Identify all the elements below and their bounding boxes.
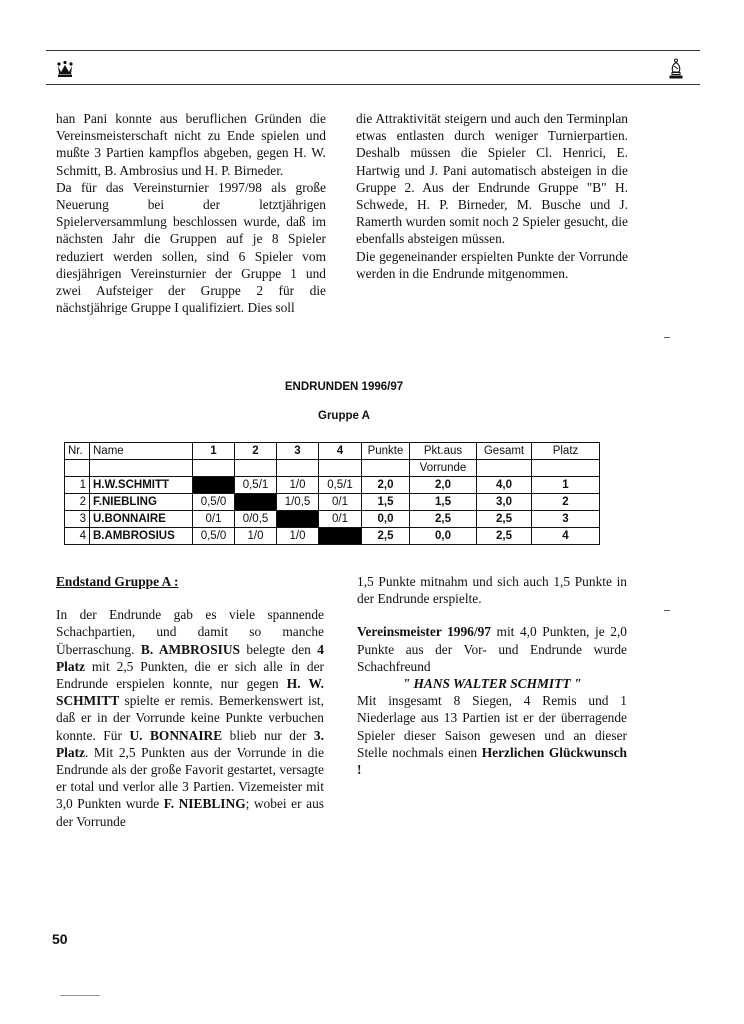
champion-name: " HANS WALTER SCHMITT " xyxy=(402,676,582,692)
row-punkte: 1,5 xyxy=(362,494,410,511)
congratulations: Herzlichen Glückwunsch ! xyxy=(357,744,627,778)
row-nr: 2 xyxy=(65,494,90,511)
table-row xyxy=(65,477,600,494)
row-vorrunde: 2,5 xyxy=(410,511,477,528)
intro-left-column xyxy=(56,110,326,316)
row-name: B.AMBROSIUS xyxy=(90,528,193,545)
row-nr: 1 xyxy=(65,477,90,494)
endstand-right-paragraph-1: 1,5 Punkte mitnahm und sich auch 1,5 Punkte in der Endrunde erspielte. xyxy=(357,574,627,607)
placement: 3. Platz xyxy=(56,727,324,760)
row-platz: 4 xyxy=(532,528,600,545)
header-vorrunde: Vorrunde xyxy=(410,460,477,477)
row-result: 0,5/1 xyxy=(319,477,362,494)
intro-right-column xyxy=(356,110,628,282)
row-result: 0,5/0 xyxy=(193,528,235,545)
row-gesamt: 2,5 xyxy=(477,528,532,545)
row-gesamt: 2,5 xyxy=(477,511,532,528)
row-result: 0/1 xyxy=(319,494,362,511)
row-punkte: 2,0 xyxy=(362,477,410,494)
self-pairing-cell xyxy=(277,511,319,528)
table-subheader-row xyxy=(65,460,600,477)
row-nr: 3 xyxy=(65,511,90,528)
endstand-left-column xyxy=(56,573,324,830)
header-nr: Nr. xyxy=(65,443,90,460)
row-punkte: 2,5 xyxy=(362,528,410,545)
row-result: 0/0,5 xyxy=(235,511,277,528)
row-result: 0/1 xyxy=(193,511,235,528)
header-top-rule xyxy=(46,50,700,51)
header-platz: Platz xyxy=(532,443,600,460)
chess-queen-icon xyxy=(55,59,75,79)
header-punkte: Punkte xyxy=(362,443,410,460)
table-row xyxy=(65,494,600,511)
table-header-row xyxy=(65,443,600,460)
endstand-right-paragraph-3: Mit insgesamt 8 Siegen, 4 Remis und 1 Niederlage aus 13 Partien ist er der überragende Spieler dieser Saison gewesen und an dieser Stelle nochmals einen Herzlichen Glückwunsch ! xyxy=(357,693,627,778)
row-vorrunde: 0,0 xyxy=(410,528,477,545)
placement: 4 Platz xyxy=(56,641,324,674)
table-title: ENDRUNDEN 1996/97 xyxy=(284,381,404,393)
header-col-1: 1 xyxy=(193,443,235,460)
self-pairing-cell xyxy=(235,494,277,511)
results-table xyxy=(64,442,600,545)
self-pairing-cell xyxy=(319,528,362,545)
row-platz: 3 xyxy=(532,511,600,528)
row-punkte: 0,0 xyxy=(362,511,410,528)
row-vorrunde: 1,5 xyxy=(410,494,477,511)
row-nr: 4 xyxy=(65,528,90,545)
row-result: 1/0 xyxy=(277,528,319,545)
header-col-4: 4 xyxy=(319,443,362,460)
player-name: H. W. SCHMITT xyxy=(56,676,324,709)
row-result: 1/0 xyxy=(235,528,277,545)
row-name: F.NIEBLING xyxy=(90,494,193,511)
row-result: 0/1 xyxy=(319,511,362,528)
header-col-2: 2 xyxy=(235,443,277,460)
header-col-3: 3 xyxy=(277,443,319,460)
row-result: 1/0,5 xyxy=(277,494,319,511)
intro-right-paragraph-2: Die gegeneinander erspielten Punkte der Vorrunde werden in die Endrunde mitgenommen. xyxy=(356,248,628,281)
intro-left-paragraph-2: Da für das Vereinsturnier 1997/98 als große Neuerung bei der letztjährigen Spielerversammlung beschlossen wurde, daß im nächsten Jahr die Gruppen auf je 8 Spieler reduziert werden sollen, sind 6 Spieler vom diesjährigen Vereinsturnier der Gruppe 1 und zwei Aufsteiger der Gruppe 2 für die nächstjährige Gruppe I qualifiziert. Dies soll xyxy=(56,179,326,316)
scan-speck xyxy=(664,337,670,338)
header-gesamt: Gesamt xyxy=(477,443,532,460)
header-name: Name xyxy=(90,443,193,460)
row-name: U.BONNAIRE xyxy=(90,511,193,528)
scan-speck xyxy=(664,610,670,611)
row-vorrunde: 2,0 xyxy=(410,477,477,494)
row-gesamt: 4,0 xyxy=(477,477,532,494)
endstand-right-column xyxy=(357,573,627,778)
row-name: H.W.SCHMITT xyxy=(90,477,193,494)
row-platz: 2 xyxy=(532,494,600,511)
header-pkt-aus: Pkt.aus xyxy=(410,443,477,460)
table-row xyxy=(65,528,600,545)
row-result: 1/0 xyxy=(277,477,319,494)
row-result: 0,5/0 xyxy=(193,494,235,511)
scan-speck xyxy=(60,995,100,996)
intro-right-paragraph-1: die Attraktivität steigern und auch den Terminplan etwas entlasten durch weniger Turnierpartien. Deshalb müssen die Spieler Cl. Henrici, E. Hartwig und J. Pani automatisch absteigen in die Gruppe 2. Aus der Endrunde Gruppe "B" H. Schwede, H. P. Birneder, M. Busche und J. Ramerth wurden somit noch 2 Spieler gesucht, die ebenfalls absteigen müssen. xyxy=(356,111,628,247)
endstand-right-paragraph-2: Vereinsmeister 1996/97 mit 4,0 Punkten, je 2,0 Punkte aus der Vor- und Endrunde wurde Schachfreund xyxy=(357,624,627,674)
player-name: U. BONNAIRE xyxy=(129,727,223,743)
endstand-heading: Endstand Gruppe A : xyxy=(56,574,179,589)
row-gesamt: 3,0 xyxy=(477,494,532,511)
header-bottom-rule xyxy=(46,84,700,85)
row-result: 0,5/1 xyxy=(235,477,277,494)
page-number: 50 xyxy=(52,931,68,947)
row-platz: 1 xyxy=(532,477,600,494)
player-name: B. AMBROSIUS xyxy=(140,641,240,657)
table-row xyxy=(65,511,600,528)
self-pairing-cell xyxy=(193,477,235,494)
champion-title: Vereinsmeister 1996/97 xyxy=(357,624,491,640)
endstand-paragraph: In der Endrunde gab es viele spannende Schachpartien, und damit so manche Überraschung. B. AMBROSIUS belegte den 4 Platz mit 2,5 Punkten, die er sich alle in der Endrunde erspielen konnte, nur gegen H. W. SCHMITT spielte er remis. Bemerkenswert ist, daß er in der Vorrunde keine Punkte verbuchen konnte. Für U. BONNAIRE blieb nur der 3. Platz. Mit 2,5 Punkten aus der Vorrunde in die Endrunde als der große Favorit gestartet, versagte er total und verlor alle 3 Partien. Vizemeister mit 3,0 Punkten wurde F. NIEBLING; wobei er aus der Vorrunde xyxy=(56,607,324,829)
player-name: F. NIEBLING xyxy=(163,796,246,812)
intro-left-paragraph-1: han Pani konnte aus beruflichen Gründen die Vereinsmeisterschaft nicht zu Ende spielen und mußte 3 Partien kampflos abgeben, gegen H. W. Schmitt, B. Ambrosius und H. P. Birneder. xyxy=(56,111,326,178)
table-subtitle: Gruppe A xyxy=(318,410,370,422)
chess-bishop-icon xyxy=(666,58,686,80)
